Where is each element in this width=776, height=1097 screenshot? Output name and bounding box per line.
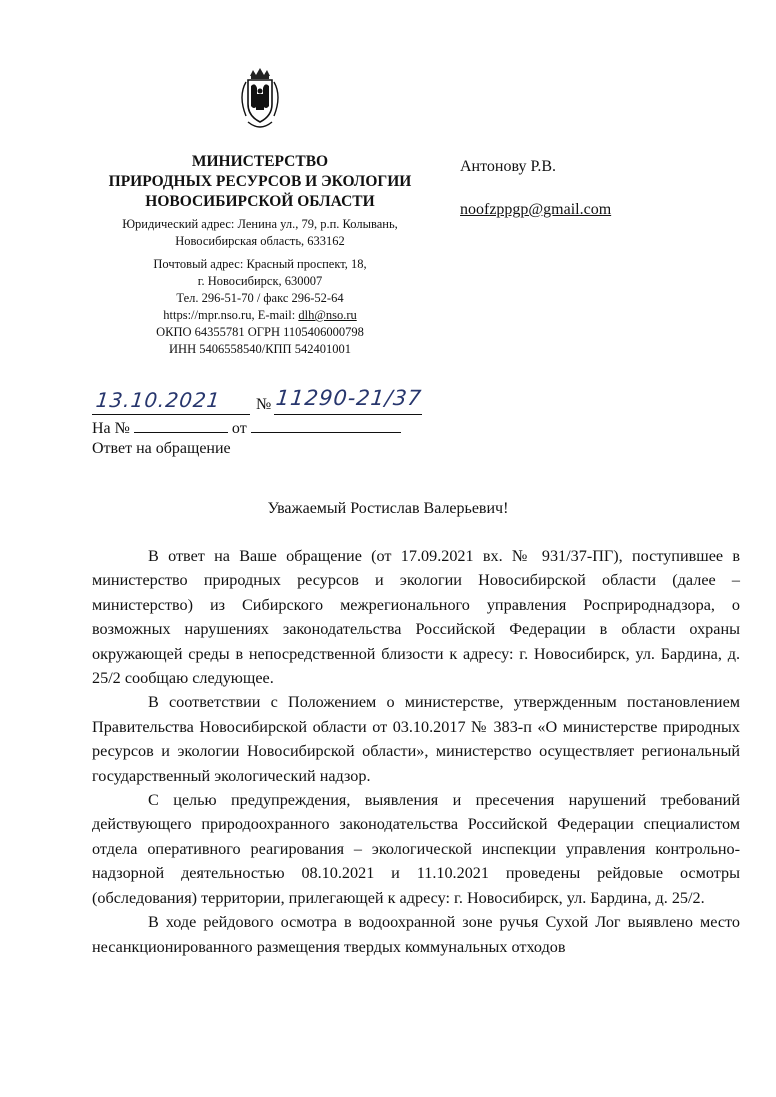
number-underline bbox=[274, 414, 422, 415]
phone-fax: Тел. 296-51-70 / факс 296-52-64 bbox=[176, 291, 344, 305]
legal-address bbox=[80, 216, 440, 250]
date-underline bbox=[92, 414, 250, 415]
postal-details bbox=[80, 256, 440, 358]
postal-address-line2: г. Новосибирск, 630007 bbox=[197, 274, 323, 288]
ministry-email-link[interactable]: dlh@nso.ru bbox=[298, 308, 357, 322]
handwritten-date: 13.10.2021 bbox=[94, 388, 222, 412]
handwritten-number: 11290-21/37 bbox=[274, 386, 424, 410]
inn-kpp: ИНН 5406558540/КПП 542401001 bbox=[169, 342, 351, 356]
in-reply-label: На № bbox=[92, 420, 130, 437]
in-reply-registration bbox=[92, 418, 401, 438]
org-name-line3: НОВОСИБИРСКОЙ ОБЛАСТИ bbox=[145, 193, 375, 210]
from-label: от bbox=[231, 420, 247, 437]
okpo-ogrn: ОКПО 64355781 ОГРН 1105406000798 bbox=[156, 325, 364, 339]
coat-of-arms-emblem bbox=[222, 66, 298, 136]
organization-name bbox=[80, 152, 440, 212]
outgoing-registration bbox=[92, 388, 452, 416]
body-paragraph: С целью предупреждения, выявления и пресечения нарушений требований действующего природоохранного законодательства Российской Федерации специалистом отдела оперативного реагирования – экологической инспекции управления контрольно-надзорной деятельностью 08.10.2021 и 11.10.2021 проведены рейдовые осмотры (обследования) территории, прилегающей к адресу: г. Новосибирск, ул. Бардина, д. 25/2. bbox=[92, 791, 740, 907]
reply-note: Ответ на обращение bbox=[92, 440, 231, 457]
letter-body bbox=[92, 544, 740, 959]
postal-address-line1: Почтовый адрес: Красный проспект, 18, bbox=[153, 257, 367, 271]
web-email-line bbox=[80, 307, 440, 324]
recipient-name: Антонову Р.В. bbox=[460, 158, 557, 175]
number-label: № bbox=[256, 396, 272, 413]
body-paragraph: В соответствии с Положением о министерстве, утвержденным постановлением Правительства Новосибирской области от 03.10.2017 № 383-п «О министерстве природных ресурсов и экологии Новосибирской области», министерство осуществляет региональный государственный экологический надзор. bbox=[92, 693, 740, 785]
body-paragraph: В ходе рейдового осмотра в водоохранной зоне ручья Сухой Лог выявлено место несанкционированного размещения твердых коммунальных отходов bbox=[92, 913, 740, 956]
in-reply-number-blank bbox=[134, 418, 228, 433]
in-reply-date-blank bbox=[251, 418, 401, 433]
recipient-email-link[interactable]: noofzppgp@gmail.com bbox=[460, 201, 612, 218]
org-name-line1: МИНИСТЕРСТВО bbox=[191, 153, 329, 170]
body-paragraph: В ответ на Ваше обращение (от 17.09.2021 вх. № 931/37-ПГ), поступившее в министерство природных ресурсов и экологии Новосибирской области (далее – министерство) из Сибирского межрегионального управления Росприроднадзора, о возможных нарушениях законодательства Российской Федерации в области охраны окружающей среды в непосредственной близости к адресу: г. Новосибирск, ул. Бардина, д. 25/2 сообщаю следующее. bbox=[92, 547, 740, 688]
legal-address-line1: Юридический адрес: Ленина ул., 79, р.п. Колывань, bbox=[122, 217, 398, 231]
org-name-line2: ПРИРОДНЫХ РЕСУРСОВ И ЭКОЛОГИИ bbox=[108, 173, 412, 190]
website-label: https://mpr.nso.ru, E-mail: bbox=[163, 308, 299, 322]
legal-address-line2: Новосибирская область, 633162 bbox=[175, 234, 345, 248]
salutation: Уважаемый Ростислав Валерьевич! bbox=[267, 500, 509, 517]
